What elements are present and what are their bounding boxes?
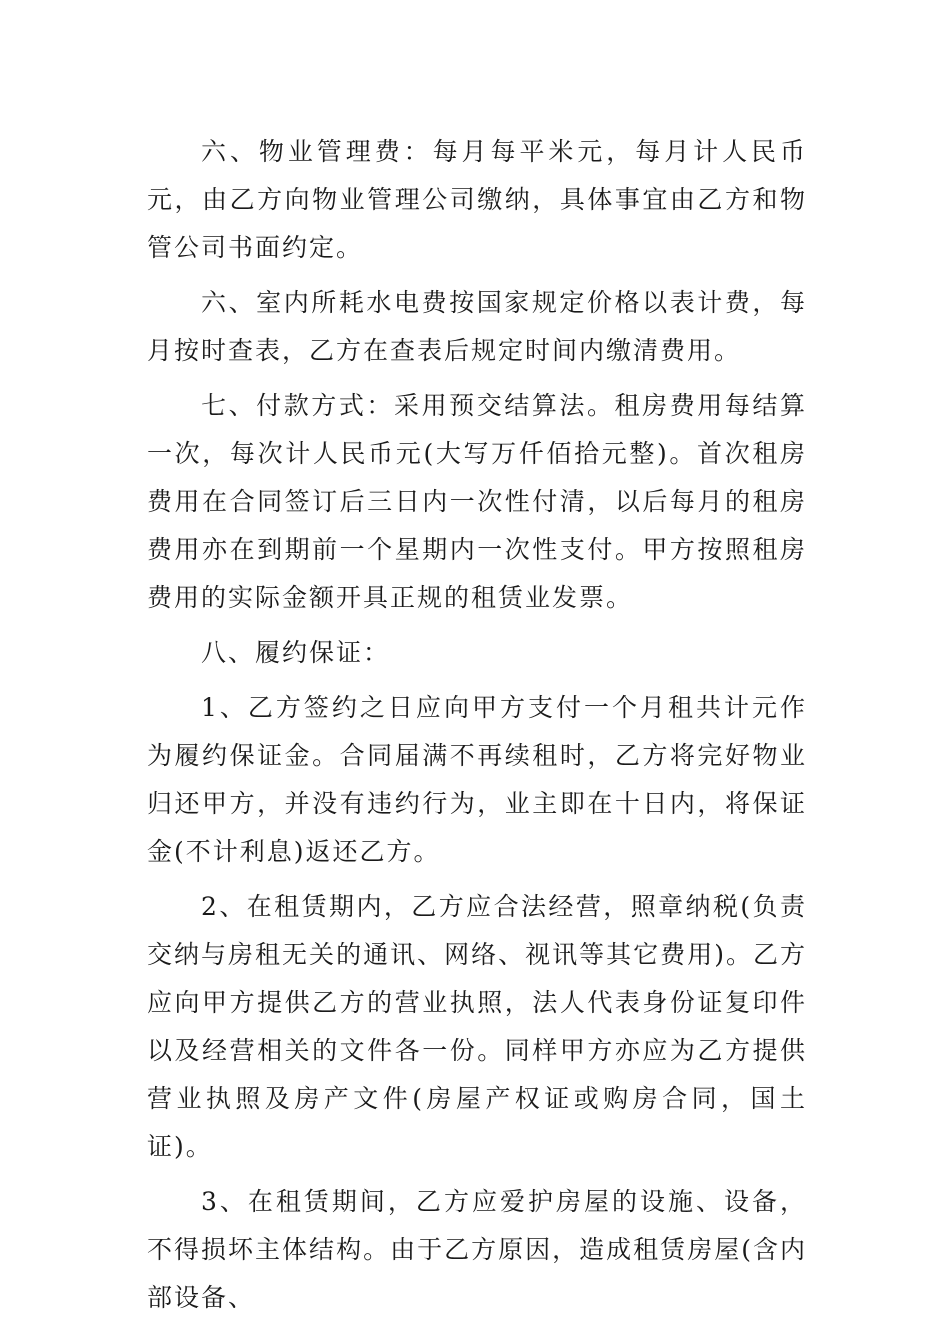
clause-payment-method: 七、付款方式：采用预交结算法。租房费用每结算一次，每次计人民币元(大写万仟佰拾元整)。首次租房费用在合同签订后三日内一次性付清，以后每月的租房费用亦在到期前一个星期内一次性支付。甲方按照租房费用的实际金额开具正规的租赁业发票。 bbox=[147, 391, 807, 612]
clause-property-fee: 六、物业管理费：每月每平米元，每月计人民币元，由乙方向物业管理公司缴纳，具体事宜由乙方和物管公司书面约定。 bbox=[147, 137, 807, 262]
document-body bbox=[147, 128, 807, 1329]
clause-utilities: 六、室内所耗水电费按国家规定价格以表计费，每月按时查表，乙方在查表后规定时间内缴清费用。 bbox=[147, 288, 807, 365]
clause-item-3: 3、在租赁期间，乙方应爱护房屋的设施、设备，不得损坏主体结构。由于乙方原因，造成租赁房屋(含内部设备、 bbox=[147, 1187, 807, 1312]
clause-item-1: 1、乙方签约之日应向甲方支付一个月租共计元作为履约保证金。合同届满不再续租时，乙方将完好物业归还甲方，并没有违约行为，业主即在十日内，将保证金(不计利息)返还乙方。 bbox=[147, 693, 807, 866]
clause-performance-guarantee-heading: 八、履约保证： bbox=[201, 638, 391, 667]
clause-item-2: 2、在租赁期内，乙方应合法经营，照章纳税(负责交纳与房租无关的通讯、网络、视讯等其它费用)。乙方应向甲方提供乙方的营业执照，法人代表身份证复印件以及经营相关的文件各一份。同样甲方亦应为乙方提供营业执照及房产文件(房屋产权证或购房合同，国土证)。 bbox=[147, 892, 807, 1161]
